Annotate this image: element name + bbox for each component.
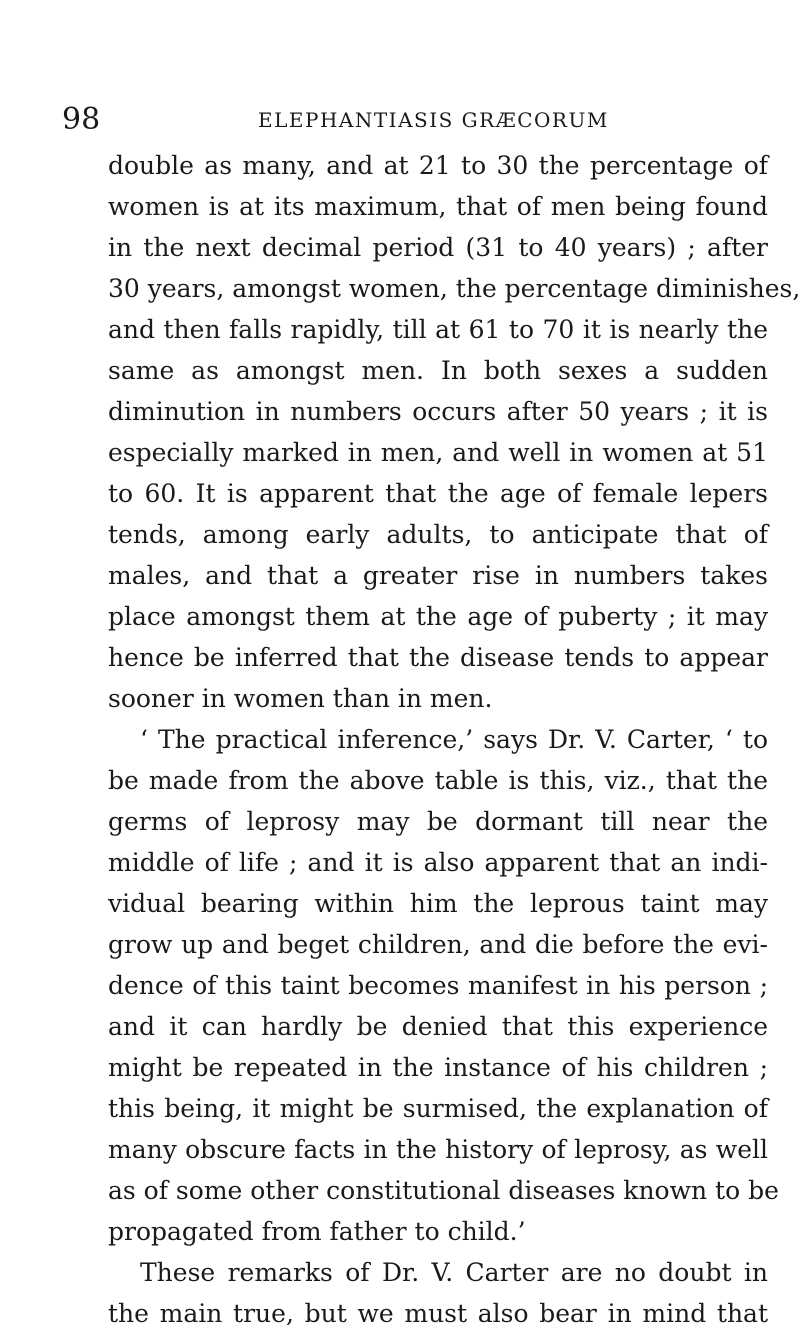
text-line: place amongst them at the age of puberty ; it may <box>108 602 768 631</box>
text-line: tends, among early adults, to anticipate that of <box>108 520 768 549</box>
text-line: ‘ The practical inference,’ says Dr. V. Carter, ‘ to <box>140 725 768 754</box>
text-line: These remarks of Dr. V. Carter are no doubt in <box>140 1258 768 1287</box>
text-line: sooner in women than in men. <box>108 684 493 713</box>
text-line: women is at its maximum, that of men being found <box>108 192 768 221</box>
text-line: middle of life ; and it is also apparent that an indi- <box>108 848 768 877</box>
text-line: hence be inferred that the disease tends to appear <box>108 643 768 672</box>
text-line: especially marked in men, and well in women at 51 <box>108 438 768 467</box>
text-line: and it can hardly be denied that this experience <box>108 1012 768 1041</box>
text-line: this being, it might be surmised, the explanation of <box>108 1094 768 1123</box>
text-line: propagated from father to child.’ <box>108 1217 526 1246</box>
text-line: in the next decimal period (31 to 40 years) ; after <box>108 233 768 262</box>
text-line: vidual bearing within him the leprous taint may <box>108 889 768 918</box>
text-line: germs of leprosy may be dormant till near the <box>108 807 768 836</box>
text-line: dence of this taint becomes manifest in his person ; <box>108 971 768 1000</box>
text-line: to 60. It is apparent that the age of female lepers <box>108 479 768 508</box>
text-line: as of some other constitutional diseases known to be <box>108 1176 779 1205</box>
text-line: same as amongst men. In both sexes a sudden <box>108 356 768 385</box>
page-number: 98 <box>62 102 101 137</box>
text-line: diminution in numbers occurs after 50 years ; it is <box>108 397 768 426</box>
body-text <box>108 145 801 1334</box>
text-line: and then falls rapidly, till at 61 to 70 it is nearly the <box>108 315 768 344</box>
running-head: ELEPHANTIASIS GRÆCORUM <box>258 108 609 132</box>
text-line: might be repeated in the instance of his children ; <box>108 1053 768 1082</box>
text-line: grow up and beget children, and die before the evi- <box>108 930 768 959</box>
text-line: be made from the above table is this, viz., that the <box>108 766 768 795</box>
page-header <box>62 100 762 140</box>
text-line: double as many, and at 21 to 30 the percentage of <box>108 151 768 180</box>
text-line: the main true, but we must also bear in mind that <box>108 1299 768 1328</box>
text-line: males, and that a greater rise in numbers takes <box>108 561 768 590</box>
text-line: 30 years, amongst women, the percentage diminishes, <box>108 274 801 303</box>
text-line: many obscure facts in the history of leprosy, as well <box>108 1135 768 1164</box>
